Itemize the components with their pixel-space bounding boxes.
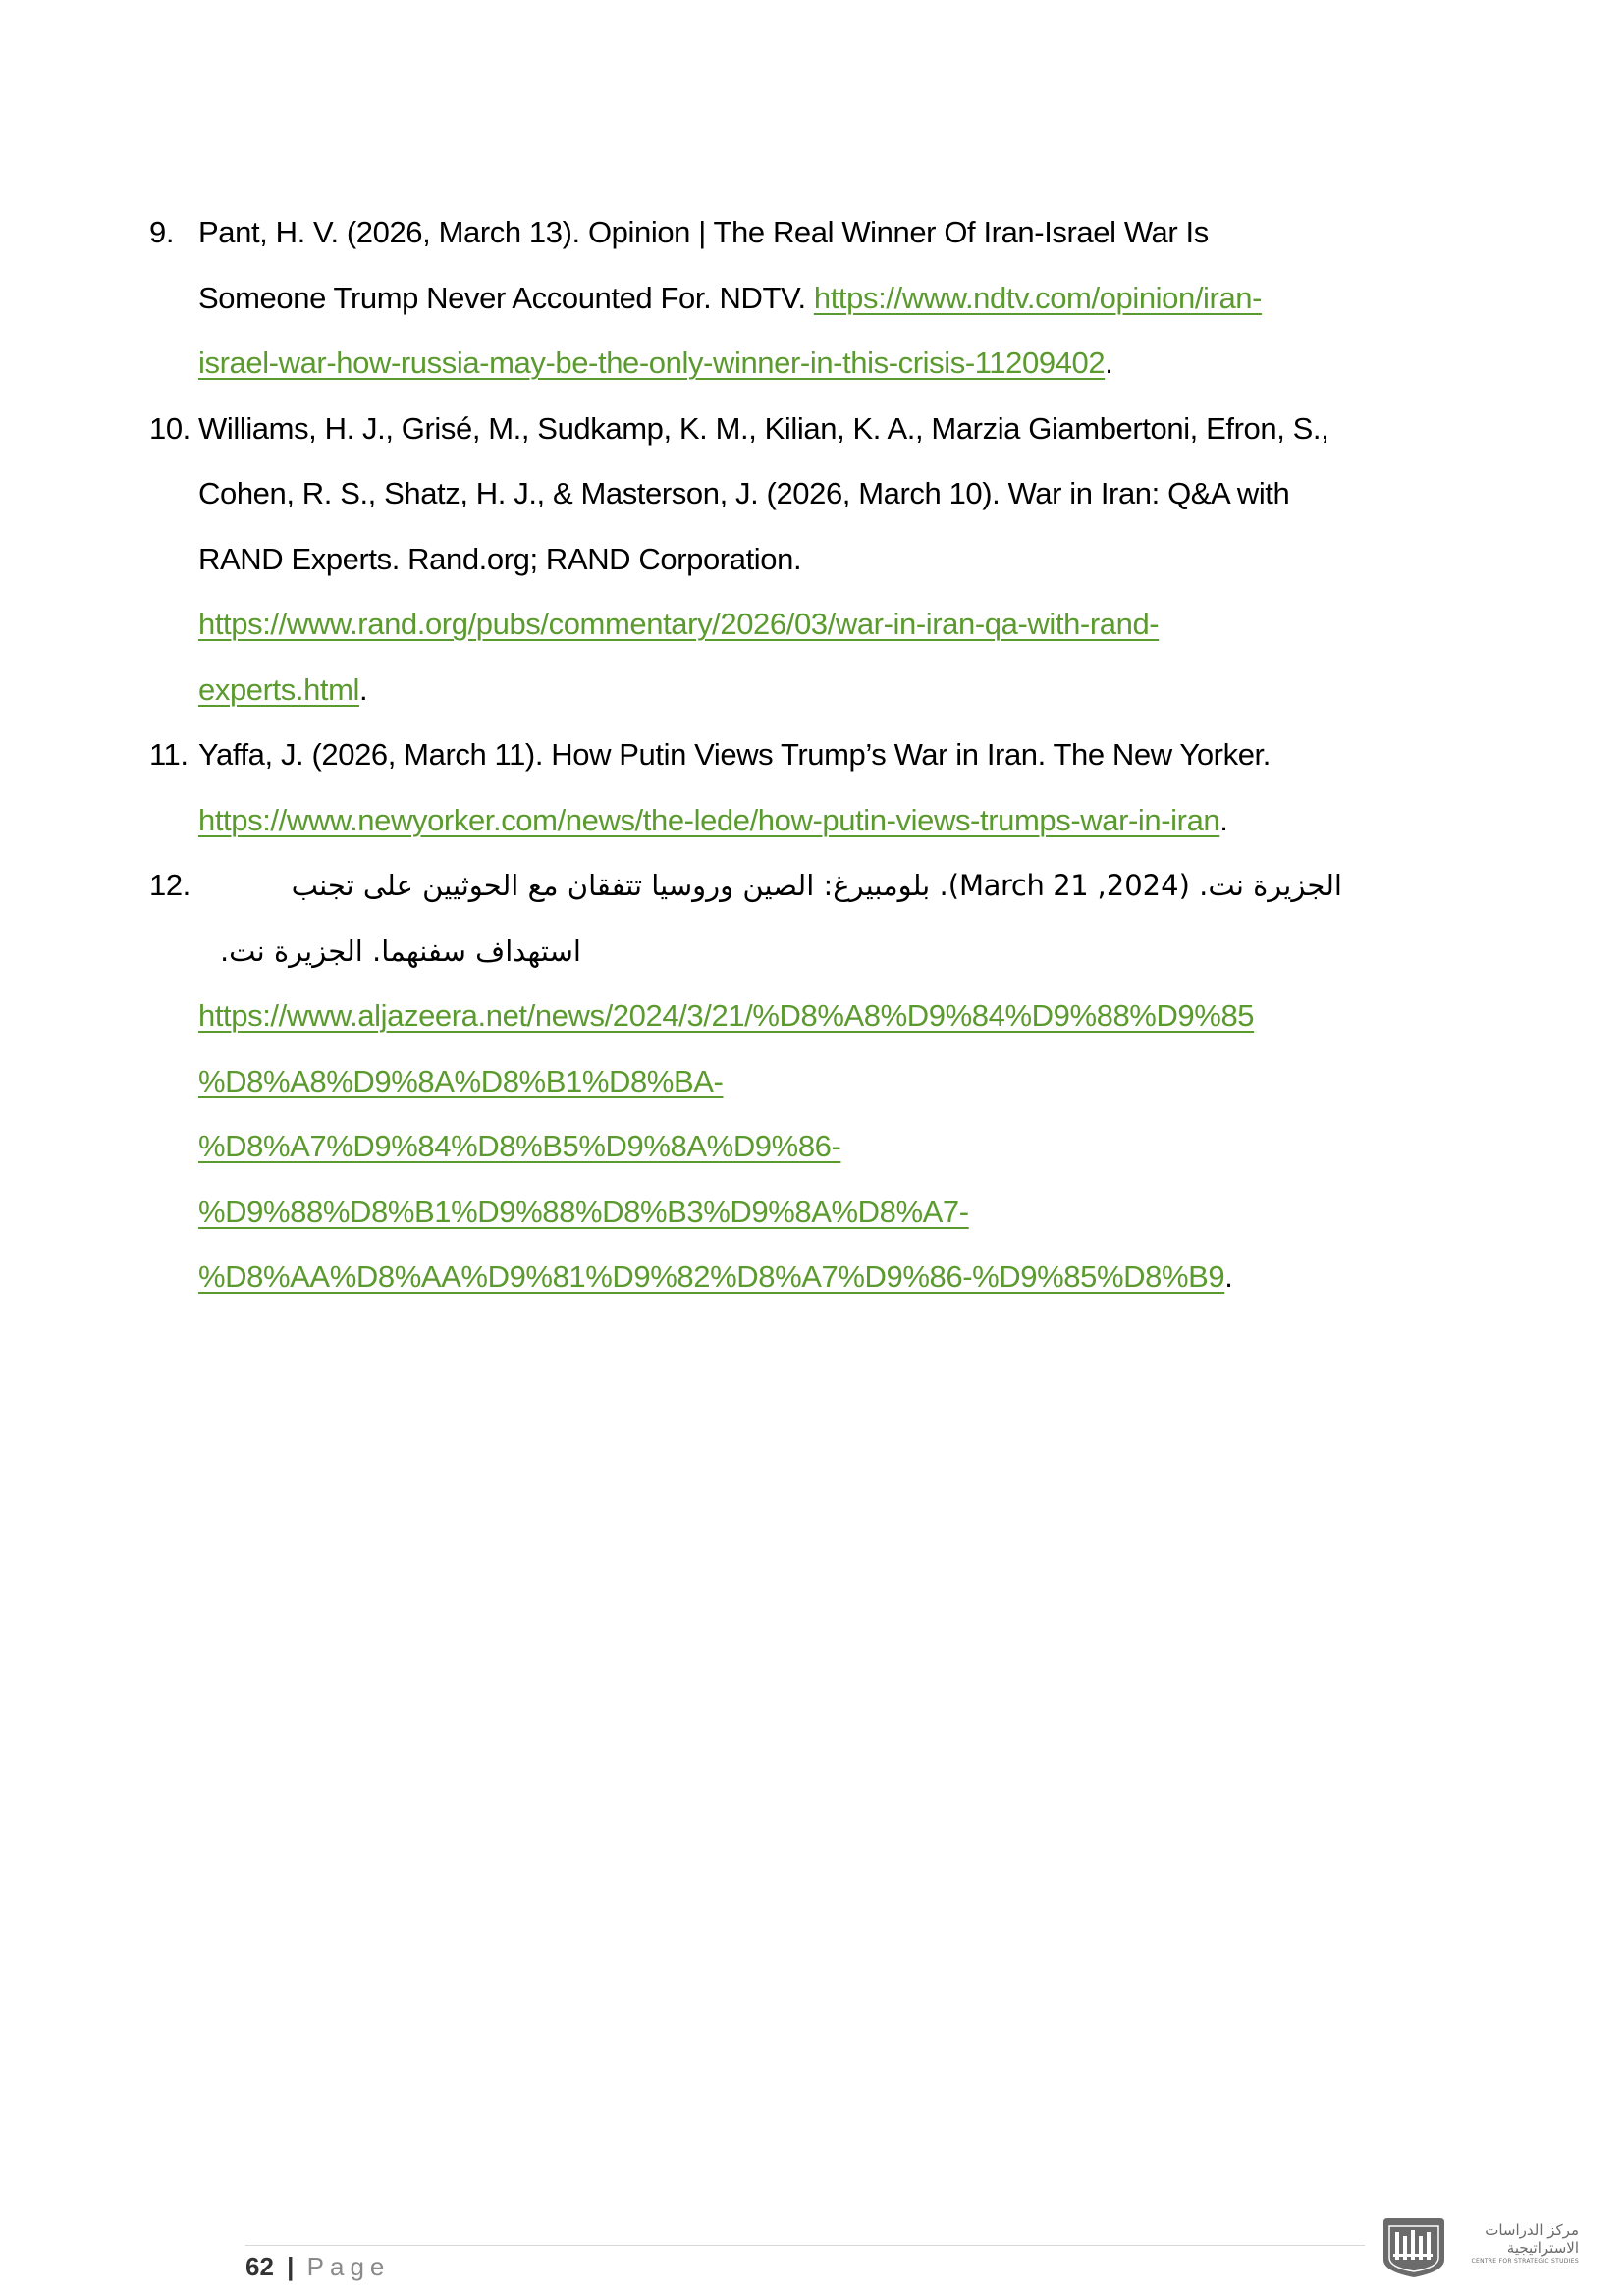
reference-text: Someone Trump Never Accounted For. NDTV. [198,280,814,315]
reference-text-line [198,1245,1426,1310]
reference-link-continued[interactable]: %D8%A7%D9%84%D8%B5%D9%8A%D9%86- [198,1129,841,1163]
reference-text-line [198,331,1426,397]
reference-trail: . [1224,1259,1233,1294]
footer-divider [245,2245,1365,2246]
logo-english: CENTRE FOR STRATEGIC STUDIES [1471,2258,1579,2265]
reference-item [149,397,1426,723]
reference-text-line: Pant, H. V. (2026, March 13). Opinion | The Real Winner Of Iran-Israel War Is [198,215,1209,249]
reference-text-line: Yaffa, J. (2026, March 11). How Putin Views Trump’s War in Iran. The New Yorker. [198,737,1271,772]
reference-link-continued[interactable]: %D9%88%D8%B1%D9%88%D8%B3%D9%8A%D8%A7- [198,1194,969,1229]
reference-number: 9. [149,215,175,249]
reference-link-continued[interactable]: experts.html [198,671,360,707]
reference-item [149,200,1426,397]
page-number: 62 [245,2252,274,2281]
reference-text-line: Cohen, R. S., Shatz, H. J., & Masterson, J. (2026, March 10). War in Iran: Q&A with [198,476,1290,510]
reference-trail: . [1105,346,1113,380]
reference-text-line [198,266,1426,332]
reference-trail: . [1219,802,1228,837]
reference-number: 10. [149,410,190,446]
reference-item [149,722,1426,853]
reference-trail: . [359,671,368,707]
reference-link[interactable]: https://www.rand.org/pubs/commentary/2026/03/war-in-iran-qa-with-rand- [198,607,1160,641]
page-label: Page [306,2252,391,2281]
reference-link-continued[interactable]: %D8%A8%D9%8A%D8%B1%D8%BA- [198,1063,724,1098]
reference-text-line: RAND Experts. Rand.org; RAND Corporation. [198,541,802,576]
page-footer [245,2252,390,2282]
logo-arabic-line1: مركز الدراسات [1485,2221,1579,2239]
org-logo-text [1451,2221,1579,2267]
reference-link[interactable]: https://www.newyorker.com/news/the-lede/how-putin-views-trumps-war-in-iran [198,802,1220,837]
reference-link-continued[interactable]: %D8%AA%D8%AA%D9%81%D9%82%D8%A7%D9%86-%D9%85%D8%B9 [198,1259,1225,1294]
reference-text-line [198,788,1426,854]
reference-arabic-line: استهداف سفنهما. الجزيرة نت. [219,934,581,968]
page-separator: | [287,2252,295,2281]
logo-arabic-line2: الاستراتيجية [1506,2239,1579,2257]
reference-link[interactable]: https://www.aljazeera.net/news/2024/3/21/%D8%A8%D9%84%D9%88%D9%85 [198,998,1255,1033]
reference-number: 11. [149,737,189,772]
reference-list [149,200,1426,1310]
reference-number: 12. [149,868,190,902]
reference-item [149,853,1426,1310]
reference-text-line [198,592,1426,658]
reference-arabic-line: الجزيرة نت. (2024, March 21). بلومبيرغ: الصين وروسيا تتفقان مع الحوثيين على تجنب [291,869,1342,902]
reference-text-line [198,658,1426,723]
reference-link[interactable]: https://www.ndtv.com/opinion/iran- [813,280,1263,315]
reference-link-continued[interactable]: israel-war-how-russia-may-be-the-only-winner-in-this-crisis-11209402 [198,346,1106,380]
reference-text-line: Williams, H. J., Grisé, M., Sudkamp, K. M., Kilian, K. A., Marzia Giambertoni, Efron, S., [198,410,1329,446]
